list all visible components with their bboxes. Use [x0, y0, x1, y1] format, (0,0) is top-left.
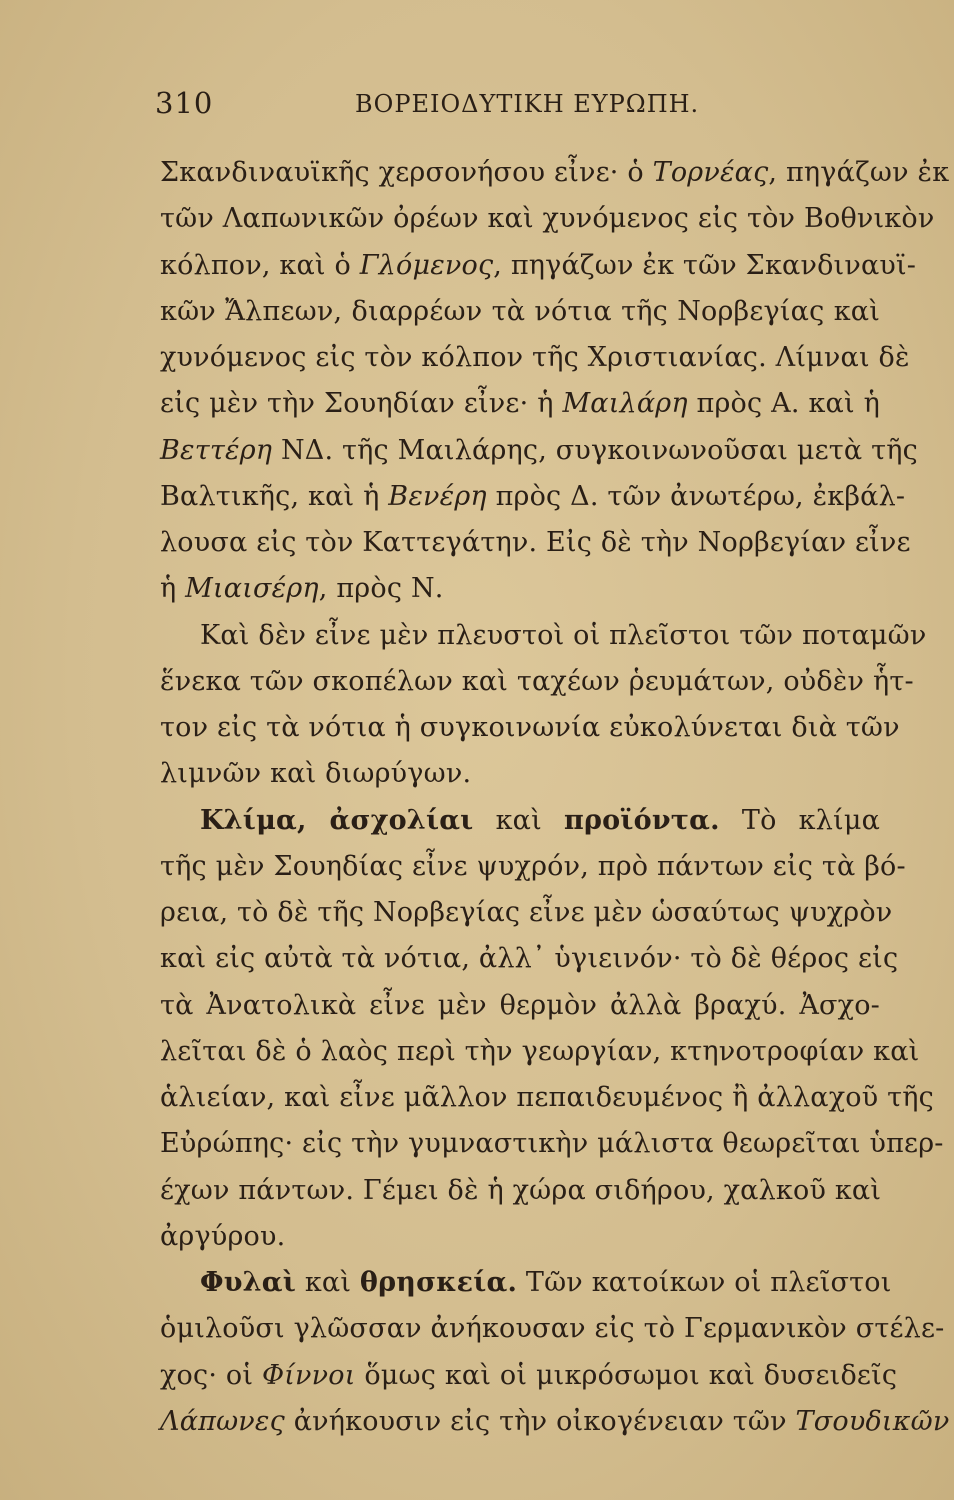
text-line [160, 1306, 945, 1352]
text-line [160, 705, 900, 751]
text-run: ρεια, τὸ δὲ τῆς Νορβεγίας εἶνε μὲν ὡσαύτως ψυχρὸν [160, 897, 893, 928]
text-line [160, 1214, 880, 1260]
text-line [160, 1353, 898, 1399]
text-line [160, 1075, 934, 1121]
text-run: καὶ [473, 804, 565, 836]
running-head: ΒΟΡΕΙΟΔΥΤΙΚΗ ΕΥΡΩΠΗ. [355, 90, 700, 118]
text-line [160, 1029, 920, 1075]
text-line [160, 1260, 892, 1306]
text-line [160, 890, 893, 936]
italic-name: Μαιλάρη [562, 388, 688, 420]
text-run: , πηγάζων ἐκ [768, 157, 950, 188]
text-line [160, 983, 880, 1029]
text-run: , πρὸς Ν. [318, 573, 444, 605]
text-line [160, 289, 880, 335]
body-text [160, 150, 950, 1445]
italic-name: Βεττέρη [160, 434, 273, 466]
text-run: ΝΔ. τῆς Μαιλάρης, συγκοινωνοῦσαι μετὰ τῆς [272, 434, 918, 466]
text-run: χος· οἱ [160, 1359, 262, 1391]
text-run: τῶν Λαπωνικῶν ὀρέων καὶ χυνόμενος εἰς τὸν Βοθνικὸν [160, 203, 935, 235]
page-number: 310 [155, 86, 214, 120]
italic-name: Τορνέας [652, 157, 769, 188]
text-run: Σκανδιναυϊκῆς χερσονήσου εἶνε· ὁ [160, 157, 653, 188]
italic-name: Μιαισέρη [185, 573, 319, 605]
text-run: τὰ Ἀνατολικὰ εἶνε μὲν θερμὸν ἀλλὰ βραχύ. Ἀσχο- [160, 989, 880, 1021]
text-run: χυνόμενος εἰς τὸν κόλπον τῆς Χριστιανίας. Λίμναι δὲ [160, 342, 910, 373]
text-run: ἕνεκα τῶν σκοπέλων καὶ ταχέων ῥευμάτων, οὐδὲν ἧτ- [160, 665, 914, 697]
text-run: κόλπον, καὶ ὁ [160, 249, 360, 281]
text-run: Εὐρώπης· εἰς τὴν γυμναστικὴν μάλιστα θεωρεῖται ὑπερ- [160, 1128, 944, 1160]
text-run: ἀργύρου. [160, 1220, 286, 1252]
text-line [160, 150, 950, 196]
text-line [160, 613, 927, 659]
text-run: τον εἰς τὰ νότια ἡ συγκοινωνία εὐκολύνεται διὰ τῶν [160, 712, 900, 743]
text-run: έχων πάντων. Γέμει δὲ ἡ χώρα σιδήρου, χαλκοῦ καὶ [160, 1174, 882, 1206]
page-header [155, 86, 875, 126]
text-run: λουσα εἰς τὸν Καττεγάτην. Εἰς δὲ τὴν Νορβεγίαν εἶνε [160, 527, 911, 558]
section-heading: Κλίμα, ἀσχολίαι [200, 804, 474, 836]
text-line [160, 566, 880, 612]
text-line [160, 196, 935, 242]
italic-name: Φίννοι [261, 1359, 356, 1391]
italic-name: Λάπωνες [160, 1405, 285, 1437]
text-line [160, 520, 911, 566]
section-heading: προϊόντα. [564, 804, 720, 836]
text-run: πρὸς Α. καὶ ἡ [687, 388, 880, 420]
italic-name: Γλόμενος [359, 249, 494, 281]
text-run: εἰς μὲν τὴν Σουηδίαν εἶνε· ἡ [160, 388, 563, 420]
text-line [160, 936, 899, 982]
text-line [160, 243, 917, 289]
text-line [160, 335, 910, 381]
section-heading: θρησκεία. [359, 1267, 518, 1298]
text-line [160, 659, 914, 705]
text-run: λεῖται δὲ ὁ λαὸς περὶ τὴν γεωργίαν, κτηνοτροφίαν καὶ [160, 1035, 920, 1067]
text-run: Καὶ δὲν εἶνε μὲν πλευστοὶ οἱ πλεῖστοι τῶν ποταμῶν [200, 619, 927, 651]
text-run: πρὸς Δ. τῶν ἀνωτέρω, ἐκβάλ- [486, 480, 906, 512]
text-run: κῶν Ἄλπεων, διαρρέων τὰ νότια τῆς Νορβεγίας καὶ [160, 295, 880, 327]
text-line [160, 798, 880, 844]
text-run: Τῶν κατοίκων οἱ πλεῖστοι [517, 1267, 892, 1298]
text-line [160, 1121, 944, 1167]
text-line [160, 428, 918, 474]
text-line [160, 381, 880, 427]
text-run: Βαλτικῆς, καὶ ἡ [160, 480, 389, 512]
text-line [160, 751, 880, 797]
text-run: ὅμως καὶ οἱ μικρόσωμοι καὶ δυσειδεῖς [355, 1359, 898, 1391]
text-run: τῆς μὲν Σουηδίας εἶνε ψυχρόν, πρὸ πάντων εἰς τὰ βό- [160, 850, 906, 882]
text-run: Τὸ κλίμα [719, 804, 881, 836]
text-run: ἡ [160, 573, 186, 605]
text-run: λιμνῶν καὶ διωρύγων. [160, 758, 472, 790]
text-run: ἁλιείαν, καὶ εἶνε μᾶλλον πεπαιδευμένος ἢ ἀλλαχοῦ τῆς [160, 1082, 934, 1113]
text-line [160, 1399, 950, 1445]
italic-name: Βενέρη [388, 480, 487, 512]
text-run: καὶ εἰς αὐτὰ τὰ νότια, ἀλλ᾿ ὑγιεινόν· τὸ δὲ θέρος εἰς [160, 943, 899, 975]
text-line [160, 474, 906, 520]
text-run: ὁμιλοῦσι γλῶσσαν ἀνήκουσαν εἰς τὸ Γερμανικὸν στέλε- [160, 1313, 945, 1345]
text-line [160, 1168, 880, 1214]
italic-name: Τσουδικῶν [795, 1405, 950, 1437]
text-run: ἀνήκουσιν εἰς τὴν οἰκογένειαν τῶν [284, 1405, 796, 1437]
text-run: , πηγάζων ἐκ τῶν Σκανδιναυϊ- [493, 249, 917, 281]
section-heading: Φυλαὶ [200, 1267, 297, 1298]
text-run: καὶ [296, 1267, 360, 1298]
text-line [160, 844, 906, 890]
